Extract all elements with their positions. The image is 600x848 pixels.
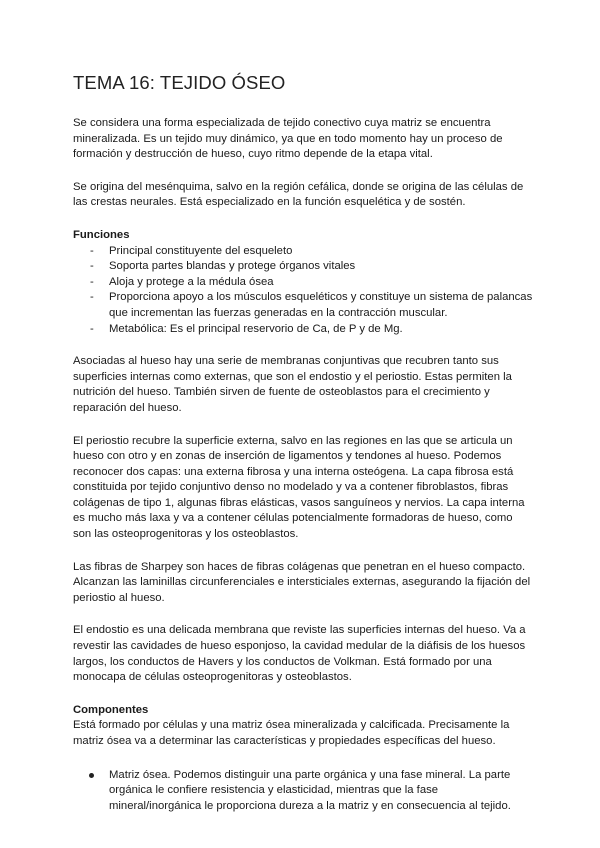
intro-paragraph-2: Se origina del mesénquima, salvo en la región cefálica, donde se origina de las células de las crestas neurales. Está especializado en la función esquelética y de sostén. (73, 180, 524, 209)
body-paragraph-endostio: El endostio es una delicada membrana que reviste las superficies internas del hueso. Va a revestir las cavidades de hueso esponjoso, la cavidad medular de la diáfisis de los huesos largos, los conductos de Havers y los conductos de Volkman. Está formado por una monocapa de células osteoprogenitoras y osteoblastos. (73, 624, 526, 684)
list-item: - Principal constituyente del esqueleto (73, 244, 533, 260)
dash-bullet: - (90, 244, 94, 257)
funciones-list (73, 244, 533, 338)
componentes-paragraph: Está formado por células y una matriz ósea mineralizada y calcificada. Precisamente la matriz ósea va a determinar las características y propiedades específicas del hueso. (73, 719, 510, 747)
list-item: - Soporta partes blandas y protege órganos vitales (73, 259, 533, 275)
list-item: Matriz ósea. Podemos distinguir una parte orgánica y una fase mineral. La parte orgánica le confiere resistencia y elasticidad, mientras que la fase mineral/inorgánica le proporciona dureza a la matriz y en consecuencia al tejido. (73, 768, 533, 815)
componentes-list (73, 768, 533, 815)
componentes-heading: Componentes (73, 703, 149, 716)
dash-bullet: - (90, 260, 94, 273)
dash-bullet: - (90, 322, 94, 335)
document-page (73, 72, 533, 814)
dash-bullet: - (90, 275, 94, 288)
list-item: - Aloja y protege a la médula ósea (73, 275, 533, 291)
bullet-dot-icon (89, 773, 94, 778)
body-paragraph-sharpey: Las fibras de Sharpey son haces de fibras colágenas que penetran en el hueso compacto. Alcanzan las laminillas circunferenciales e intersticiales externas, asegurando la fijación del periostio al hueso. (73, 560, 531, 604)
list-item: - Proporciona apoyo a los músculos esqueléticos y constituye un sistema de palancas que incrementan las fuerzas generadas en la contracción muscular. (90, 291, 533, 319)
body-paragraph-membranas: Asociadas al hueso hay una serie de membranas conjuntivas que recubren tanto sus superficies internas como externas, que son el endostio y el periostio. Estas permiten la nutrición del hueso. También sirven de fuente de osteoblastos para el crecimiento y reparación del hueso. (73, 355, 512, 414)
intro-paragraph-1: Se considera una forma especializada de tejido conectivo cuya matriz se encuentra mineralizada. Es un tejido muy dinámico, ya que en todo momento hay un proceso de formación y destrucción de hueso, cuyo ritmo depende de la etapa vital. (73, 117, 503, 161)
dash-bullet: - (90, 291, 94, 304)
body-paragraph-periostio: El periostio recubre la superficie externa, salvo en las regiones en las que se articula un hueso con otro y en zonas de inserción de ligamentos y tendones al hueso. Podemos reconocer dos capas: una externa fibrosa y una interna osteógena. La capa fibrosa está constituida por tejido conjuntivo denso no modelado y va a contener fibroblastos, fibras colágenas de tipo 1, algunas fibras elásticas, vasos sanguíneos y nervios. La capa interna es mucho más laxa y va a contener células potencialmente formadoras de hueso, como son las osteoprogenitoras y los osteoblastos. (73, 434, 525, 541)
page-title: TEMA 16: TEJIDO ÓSEO (73, 72, 286, 93)
funciones-heading: Funciones (73, 228, 130, 241)
list-item: - Metabólica: Es el principal reservorio de Ca, de P y de Mg. (73, 322, 533, 338)
